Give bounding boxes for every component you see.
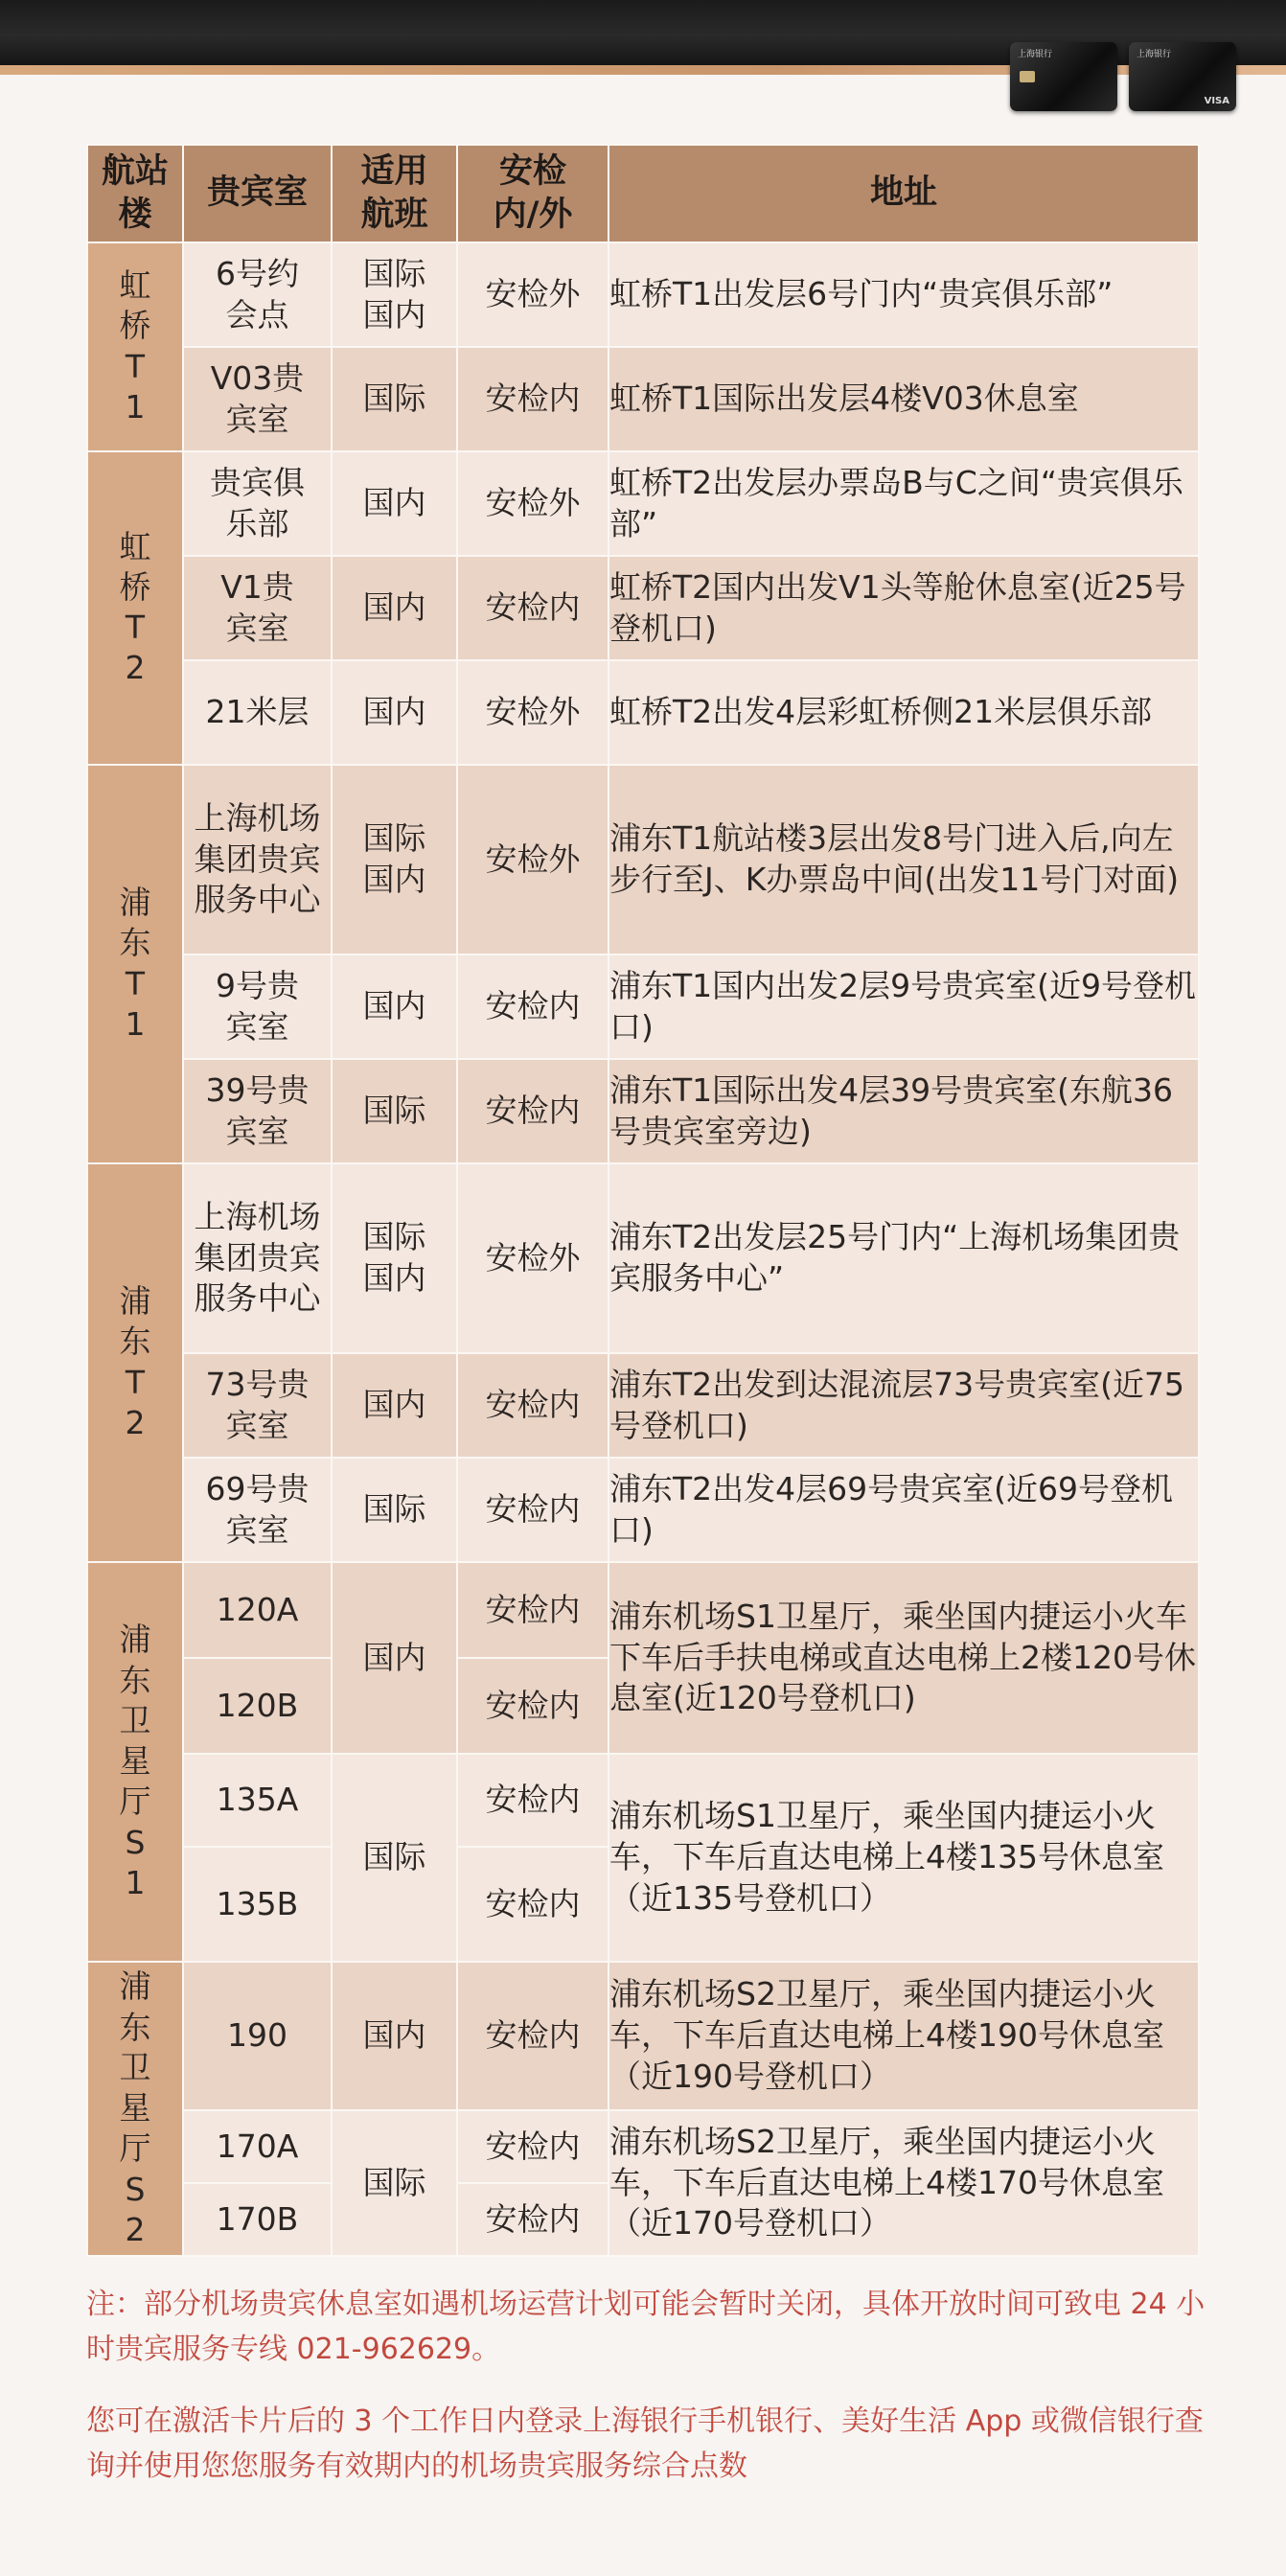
address-cell: 浦东机场S1卫星厅，乘坐国内捷运小火车，下车后直达电梯上4楼135号休息室（近135号登机口） [609,1754,1199,1962]
security-cell: 安检内 [457,556,609,660]
flight-cell: 国内 [332,660,457,765]
header-flight: 适用航班 [332,145,457,242]
header-terminal: 航站楼 [87,145,183,242]
security-cell: 安检内 [457,2110,609,2183]
lounge-cell: 73号贵宾室 [183,1353,332,1458]
security-cell: 安检外 [457,242,609,347]
lounge-cell: 190 [183,1962,332,2110]
table-row [87,1353,1199,1458]
security-cell: 安检外 [457,1163,609,1353]
address-cell: 浦东机场S1卫星厅，乘坐国内捷运小火车下车后手扶电梯或直达电梯上2楼120号休息室(近120号登机口) [609,1562,1199,1754]
address-cell: 虹桥T2国内出发V1头等舱休息室(近25号登机口) [609,556,1199,660]
flight-cell: 国际 [332,2110,457,2256]
lounge-cell: 120B [183,1658,332,1754]
lounge-cell: 170A [183,2110,332,2183]
security-cell: 安检内 [457,1458,609,1562]
security-cell: 安检内 [457,2183,609,2256]
credit-card-image [1129,42,1236,111]
security-cell: 安检内 [457,1962,609,2110]
terminal-cell: 虹桥T1 [87,242,183,451]
address-cell: 浦东T1国内出发2层9号贵宾室(近9号登机口) [609,954,1199,1059]
address-cell: 浦东T1航站楼3层出发8号门进入后,向左步行至J、K办票岛中间(出发11号门对面) [609,765,1199,954]
address-cell: 浦东T2出发层25号门内“上海机场集团贵宾服务中心” [609,1163,1199,1353]
lounge-cell: 135B [183,1847,332,1962]
table-row [87,347,1199,451]
header-security: 安检内/外 [457,145,609,242]
footnote-points: 您可在激活卡片后的 3 个工作日内登录上海银行手机银行、美好生活 App 或微信银行查询并使用您您服务有效期内的机场贵宾服务综合点数 [86,2404,1204,2483]
table-row [87,451,1199,556]
security-cell: 安检外 [457,765,609,954]
flight-cell: 国内 [332,451,457,556]
address-cell: 浦东机场S2卫星厅，乘坐国内捷运小火车，下车后直达电梯上4楼190号休息室（近190号登机口） [609,1962,1199,2110]
terminal-cell: 浦东T1 [87,765,183,1163]
flight-cell: 国内 [332,1353,457,1458]
security-cell: 安检内 [457,347,609,451]
card-network-logo: VISA [1204,96,1229,106]
lounge-cell: V1贵宾室 [183,556,332,660]
flight-cell: 国内 [332,1562,457,1754]
lounge-cell: 上海机场集团贵宾服务中心 [183,1163,332,1353]
security-cell: 安检内 [457,1562,609,1658]
security-cell: 安检内 [457,1658,609,1754]
table-row [87,765,1199,954]
flight-cell: 国内 [332,954,457,1059]
table-row [87,660,1199,765]
lounge-cell: 贵宾俱乐部 [183,451,332,556]
flight-cell: 国际 [332,1754,457,1962]
table-row [87,1754,1199,1847]
terminal-cell: 虹桥T2 [87,451,183,765]
security-cell: 安检外 [457,660,609,765]
address-cell: 虹桥T1出发层6号门内“贵宾俱乐部” [609,242,1199,347]
lounge-cell: 120A [183,1562,332,1658]
flight-cell: 国内 [332,556,457,660]
terminal-cell: 浦东卫星厅S2 [87,1962,183,2256]
card-chip-icon [1020,71,1035,82]
lounge-cell: V03贵宾室 [183,347,332,451]
card-brand: 上海银行 [1018,50,1053,59]
security-cell: 安检内 [457,1754,609,1847]
flight-cell: 国际 [332,1059,457,1163]
flight-cell: 国际 [332,1458,457,1562]
footnote-closure: 注：部分机场贵宾休息室如遇机场运营计划可能会暂时关闭，具体开放时间可致电 24 小时贵宾服务专线 021-962629。 [86,2288,1206,2366]
security-cell: 安检内 [457,954,609,1059]
lounge-cell: 21米层 [183,660,332,765]
header-lounge: 贵宾室 [183,145,332,242]
security-cell: 安检内 [457,1059,609,1163]
flight-cell: 国际国内 [332,1163,457,1353]
lounge-cell: 135A [183,1754,332,1847]
address-cell: 虹桥T2出发4层彩虹桥侧21米层俱乐部 [609,660,1199,765]
header-address: 地址 [609,145,1199,242]
card-brand: 上海银行 [1137,50,1172,59]
credit-card-image [1010,42,1117,111]
table-row [87,556,1199,660]
table-header-row [87,145,1199,242]
terminal-cell: 浦东T2 [87,1163,183,1562]
lounge-table [86,144,1200,2257]
table-row [87,2110,1199,2183]
security-cell: 安检外 [457,451,609,556]
lounge-cell: 39号贵宾室 [183,1059,332,1163]
table-row [87,1059,1199,1163]
table-row [87,1163,1199,1353]
flight-cell: 国际 [332,347,457,451]
address-cell: 虹桥T1国际出发层4楼V03休息室 [609,347,1199,451]
address-cell: 浦东机场S2卫星厅，乘坐国内捷运小火车，下车后直达电梯上4楼170号休息室（近170号登机口） [609,2110,1199,2256]
flight-cell: 国内 [332,1962,457,2110]
table-row [87,1962,1199,2110]
address-cell: 虹桥T2出发层办票岛B与C之间“贵宾俱乐部” [609,451,1199,556]
table-row [87,1458,1199,1562]
security-cell: 安检内 [457,1353,609,1458]
flight-cell: 国际国内 [332,765,457,954]
terminal-cell: 浦东卫星厅S1 [87,1562,183,1962]
flight-cell: 国际国内 [332,242,457,347]
address-cell: 浦东T2出发4层69号贵宾室(近69号登机口) [609,1458,1199,1562]
lounge-cell: 6号约会点 [183,242,332,347]
lounge-cell: 9号贵宾室 [183,954,332,1059]
table-row [87,1562,1199,1658]
lounge-cell: 上海机场集团贵宾服务中心 [183,765,332,954]
table-row [87,954,1199,1059]
lounge-cell: 170B [183,2183,332,2256]
address-cell: 浦东T2出发到达混流层73号贵宾室(近75号登机口) [609,1353,1199,1458]
address-cell: 浦东T1国际出发4层39号贵宾室(东航36号贵宾室旁边) [609,1059,1199,1163]
lounge-cell: 69号贵宾室 [183,1458,332,1562]
security-cell: 安检内 [457,1847,609,1962]
table-row [87,242,1199,347]
